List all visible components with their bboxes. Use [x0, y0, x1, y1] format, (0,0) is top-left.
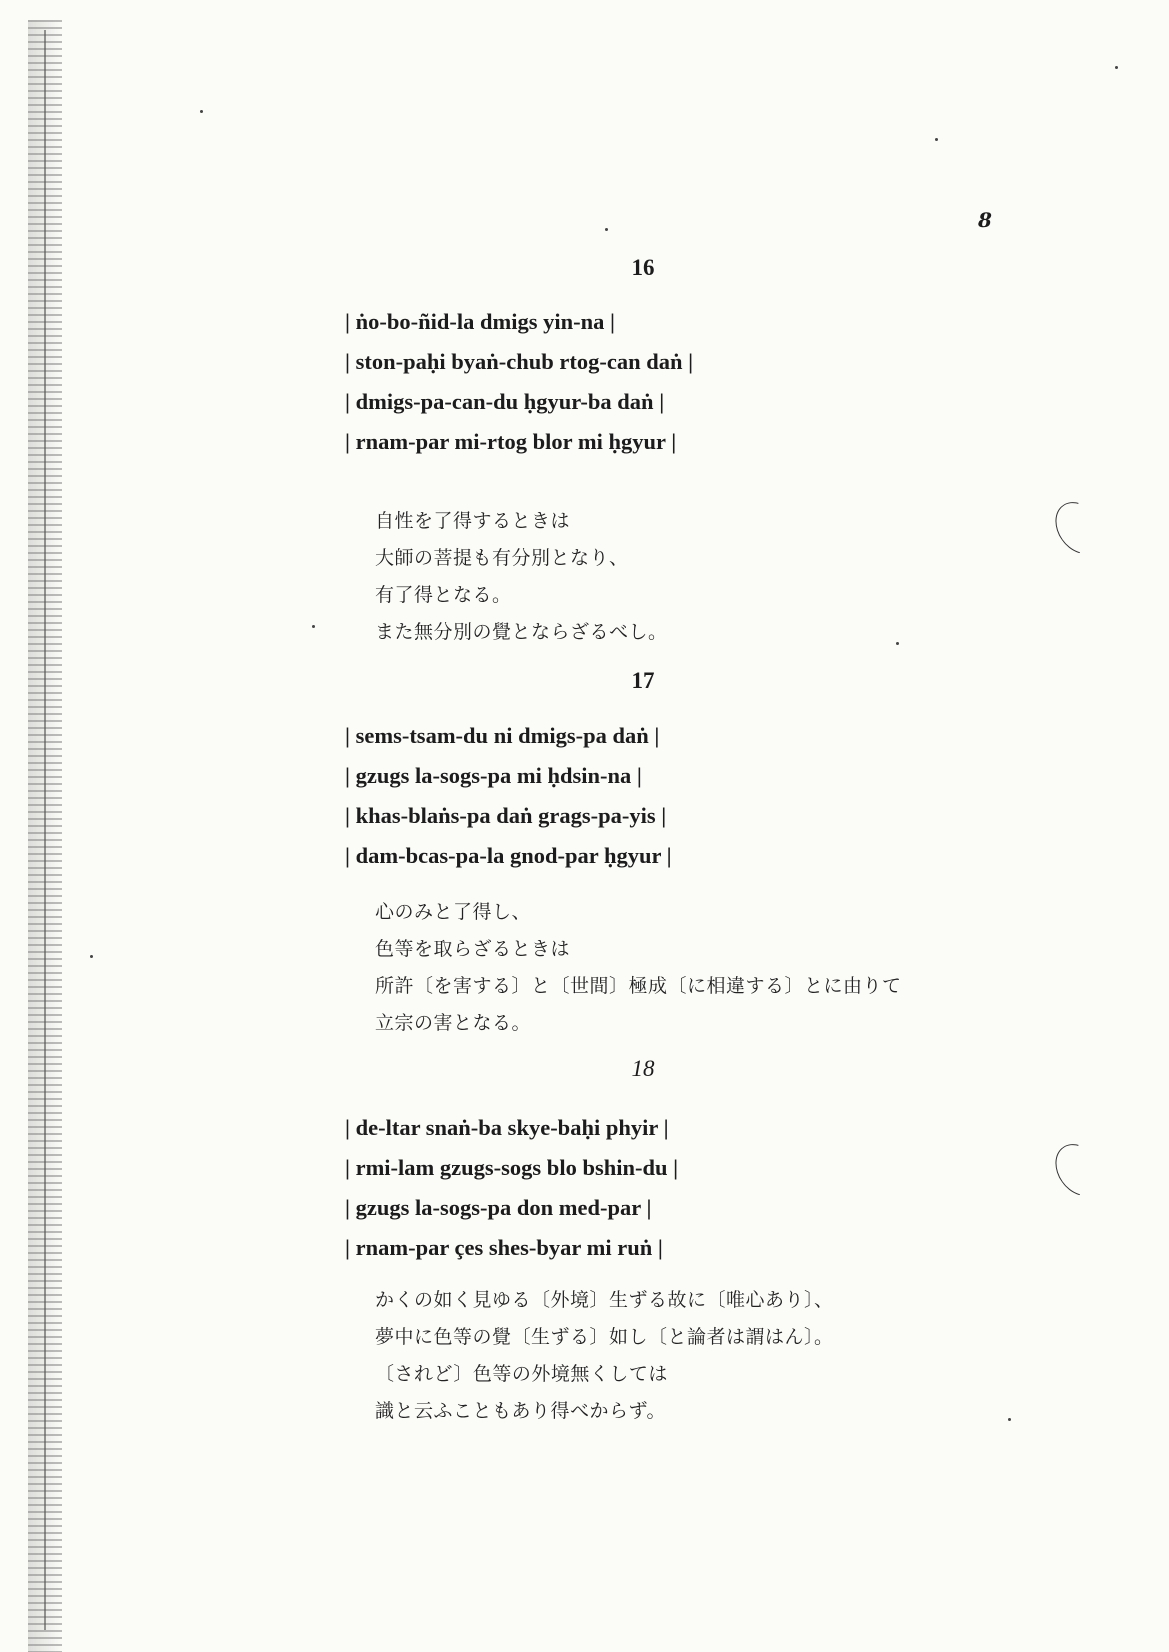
tibetan-verse	[345, 1108, 678, 1268]
tibetan-verse	[345, 716, 672, 876]
tibetan-verse	[345, 302, 693, 462]
page-number: 8	[978, 208, 992, 232]
scan-speck	[90, 955, 93, 958]
japanese-translation	[375, 503, 668, 651]
translation-line: かくの如く見ゆる〔外境〕生ずる故に〔唯心あり〕、	[375, 1289, 834, 1311]
translation-line: 大師の菩提も有分別となり、	[375, 547, 629, 569]
tibetan-line: | ston-paḥi byaṅ-chub rtog-can daṅ |	[345, 349, 694, 374]
tibetan-line: | dam-bcas-pa-la gnod-par ḥgyur |	[345, 843, 672, 868]
translation-line: 〔されど〕色等の外境無くしては	[375, 1363, 668, 1385]
scan-speck	[200, 110, 203, 113]
tibetan-line: | rnam-par mi-rtog blor mi ḥgyur |	[345, 429, 677, 454]
translation-line: 心のみと了得し、	[375, 901, 532, 923]
tibetan-line: | dmigs-pa-can-du ḥgyur-ba daṅ |	[345, 389, 665, 414]
scan-speck	[605, 228, 608, 231]
translation-line: また無分別の覺とならざるべし。	[375, 621, 668, 643]
translation-line: 夢中に色等の覺〔生ずる〕如し〔と論者は謂はん〕。	[375, 1326, 834, 1348]
margin-mark	[1046, 1135, 1113, 1205]
verse-number: 16	[631, 255, 655, 280]
tibetan-line: | sems-tsam-du ni dmigs-pa daṅ |	[345, 723, 660, 748]
translation-line: 所許〔を害する〕と〔世間〕極成〔に相違する〕とに由りて	[375, 975, 902, 997]
scan-speck	[935, 138, 938, 141]
tibetan-line: | gzugs la-sogs-pa mi ḥdsin-na |	[345, 763, 642, 788]
translation-line: 自性を了得するときは	[375, 510, 571, 532]
margin-mark	[1046, 493, 1113, 563]
tibetan-line: | de-ltar snaṅ-ba skye-baḥi phyir |	[345, 1115, 669, 1140]
tibetan-line: | ṅo-bo-ñid-la dmigs yin-na |	[345, 309, 615, 334]
scan-speck	[896, 642, 899, 645]
translation-line: 色等を取らざるときは	[375, 938, 571, 960]
translation-line: 立宗の害となる。	[375, 1012, 532, 1034]
japanese-translation	[375, 1282, 834, 1430]
tibetan-line: | rnam-par çes shes-byar mi ruṅ |	[345, 1235, 663, 1260]
japanese-translation	[375, 894, 902, 1042]
verse-number: 17	[631, 668, 655, 693]
scan-speck	[1008, 1418, 1011, 1421]
translation-line: 識と云ふこともあり得べからず。	[375, 1400, 666, 1422]
scan-speck	[1115, 66, 1118, 69]
tibetan-line: | gzugs la-sogs-pa don med-par |	[345, 1195, 652, 1220]
binding-edge	[44, 30, 46, 1630]
scan-speck	[312, 625, 315, 628]
tibetan-line: | rmi-lam gzugs-sogs blo bshin-du |	[345, 1155, 679, 1180]
verse-number: 18	[631, 1056, 655, 1081]
translation-line: 有了得となる。	[375, 584, 512, 606]
tibetan-line: | khas-blaṅs-pa daṅ grags-pa-yis |	[345, 803, 667, 828]
